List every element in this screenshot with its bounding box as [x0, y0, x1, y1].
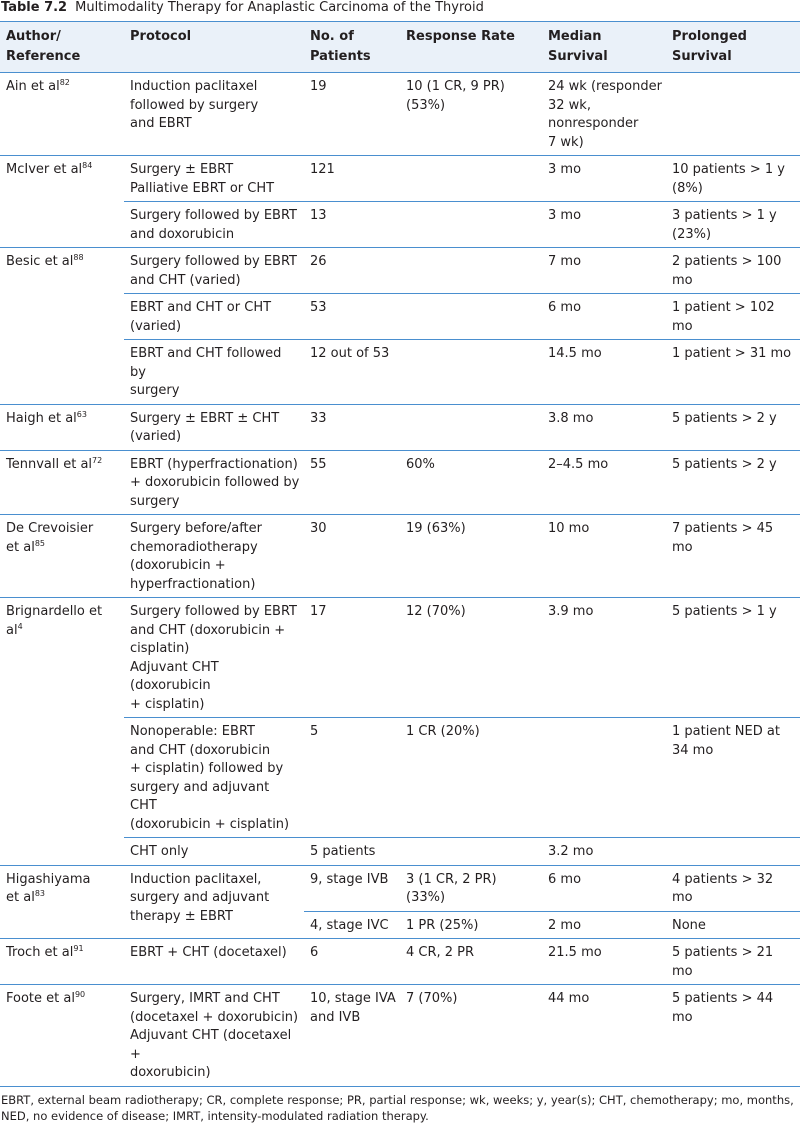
patients-cell: 5 patients	[304, 838, 400, 866]
protocol-cell: Surgery ± EBRT Palliative EBRT or CHT	[124, 156, 304, 202]
prolonged-cell: None	[666, 911, 800, 939]
reference-number: 85	[34, 538, 45, 548]
table-row	[0, 865, 800, 911]
response-cell	[400, 294, 542, 340]
table-label: Table 7.2	[1, 0, 68, 15]
table-title: Multimodality Therapy for Anaplastic Carcinoma of the Thyroid	[75, 0, 484, 15]
response-cell: 3 (1 CR, 2 PR) (33%)	[400, 865, 542, 911]
header-patients-text: No. of Patients	[310, 29, 371, 64]
response-cell: 12 (70%)	[400, 598, 542, 718]
author-name: Haigh et al	[6, 410, 77, 426]
protocol-cell: EBRT and CHT followed by surgery	[124, 340, 304, 405]
protocol-cell: EBRT and CHT or CHT (varied)	[124, 294, 304, 340]
median-cell: 24 wk (responder 32 wk, nonresponder 7 wk)	[542, 73, 666, 156]
author-cell	[0, 939, 124, 985]
median-cell: 44 mo	[542, 985, 666, 1087]
prolonged-cell: 5 patients > 21 mo	[666, 939, 800, 985]
median-cell: 21.5 mo	[542, 939, 666, 985]
author-cell	[0, 985, 124, 1087]
response-cell	[400, 838, 542, 866]
patients-cell: 26	[304, 248, 400, 294]
header-prolonged-text: Prolonged Survival	[672, 29, 747, 64]
header-response-text: Response Rate	[406, 29, 515, 44]
protocol-cell: Surgery followed by EBRT and CHT (doxorubicin + cisplatin) Adjuvant CHT (doxorubicin + cisplatin)	[124, 598, 304, 718]
author-name: McIver et al	[6, 162, 83, 177]
patients-cell: 4, stage IVC	[304, 911, 400, 939]
table-row	[0, 73, 800, 156]
median-cell: 6 mo	[542, 294, 666, 340]
response-cell: 60%	[400, 450, 542, 515]
protocol-cell: Induction paclitaxel followed by surgery and EBRT	[124, 73, 304, 156]
table-row	[0, 156, 800, 202]
response-cell	[400, 340, 542, 405]
protocol-cell: Surgery followed by EBRT and CHT (varied)	[124, 248, 304, 294]
response-cell	[400, 404, 542, 450]
table-caption	[0, 0, 800, 21]
author-cell	[0, 515, 124, 598]
author-name: Besic et al	[6, 254, 74, 269]
patients-cell: 5	[304, 718, 400, 838]
patients-cell: 9, stage IVB	[304, 865, 400, 911]
protocol-cell: Induction paclitaxel, surgery and adjuvant therapy ± EBRT	[124, 865, 304, 939]
table-row	[0, 248, 800, 294]
prolonged-cell: 5 patients > 1 y	[666, 598, 800, 718]
author-name: De Crevoisier et al	[6, 521, 94, 555]
prolonged-cell	[666, 73, 800, 156]
prolonged-cell: 2 patients > 100 mo	[666, 248, 800, 294]
patients-cell: 12 out of 53	[304, 340, 400, 405]
reference-number: 88	[73, 253, 84, 262]
reference-number: 4	[17, 621, 23, 631]
author-cell	[0, 248, 124, 405]
prolonged-cell: 1 patient > 31 mo	[666, 340, 800, 405]
protocol-cell: Surgery ± EBRT ± CHT (varied)	[124, 404, 304, 450]
header-protocol-text: Protocol	[130, 29, 192, 44]
patients-cell: 6	[304, 939, 400, 985]
response-cell: 10 (1 CR, 9 PR) (53%)	[400, 73, 542, 156]
table-row	[0, 939, 800, 985]
table-row	[0, 450, 800, 515]
protocol-cell: Surgery followed by EBRT and doxorubicin	[124, 202, 304, 248]
prolonged-cell: 3 patients > 1 y (23%)	[666, 202, 800, 248]
author-name: Tennvall et al	[6, 456, 93, 472]
therapy-table	[0, 21, 800, 1087]
median-cell	[542, 718, 666, 838]
protocol-cell: EBRT + CHT (docetaxel)	[124, 939, 304, 985]
header-response	[400, 22, 542, 73]
header-median-text: Median Survival	[548, 29, 608, 64]
protocol-cell: Surgery before/after chemoradiotherapy (doxorubicin + hyperfractionation)	[124, 515, 304, 598]
prolonged-cell: 5 patients > 44 mo	[666, 985, 800, 1087]
author-name: Ain et al	[6, 79, 60, 94]
response-cell: 1 PR (25%)	[400, 911, 542, 939]
patients-cell: 10, stage IVA and IVB	[304, 985, 400, 1087]
table-footnote: EBRT, external beam radiotherapy; CR, complete response; PR, partial response; wk, weeks; y, year(s); CHT, chemotherapy; mo, months, NED, no evidence of disease; IMRT, intensity-modulated radiation therapy.	[1, 1092, 794, 1123]
median-cell: 3 mo	[542, 156, 666, 202]
reference-number: 91	[73, 944, 84, 953]
median-cell: 7 mo	[542, 248, 666, 294]
header-row	[0, 22, 800, 73]
prolonged-cell: 4 patients > 32 mo	[666, 865, 800, 911]
header-author	[0, 22, 124, 73]
author-cell	[0, 865, 124, 939]
reference-number: 84	[82, 161, 93, 170]
median-cell: 3.9 mo	[542, 598, 666, 718]
response-cell: 7 (70%)	[400, 985, 542, 1087]
table-body	[0, 73, 800, 1087]
protocol-cell: Surgery, IMRT and CHT (docetaxel + doxorubicin) Adjuvant CHT (docetaxel + doxorubicin)	[124, 985, 304, 1087]
author-cell	[0, 450, 124, 515]
median-cell: 2 mo	[542, 911, 666, 939]
prolonged-cell: 10 patients > 1 y (8%)	[666, 156, 800, 202]
reference-number: 63	[76, 409, 87, 419]
response-cell: 1 CR (20%)	[400, 718, 542, 838]
reference-number: 90	[74, 990, 86, 999]
median-cell: 6 mo	[542, 865, 666, 911]
median-cell: 3.2 mo	[542, 838, 666, 866]
reference-number: 72	[92, 455, 103, 465]
median-cell: 3.8 mo	[542, 404, 666, 450]
header-median	[542, 22, 666, 73]
author-name: Foote et al	[6, 991, 75, 1006]
patients-cell: 33	[304, 404, 400, 450]
response-cell	[400, 248, 542, 294]
prolonged-cell: 1 patient NED at 34 mo	[666, 718, 800, 838]
table-row	[0, 598, 800, 718]
protocol-cell: Nonoperable: EBRT and CHT (doxorubicin + cisplatin) followed by surgery and adjuvant CHT (doxorubicin + cisplatin)	[124, 718, 304, 838]
prolonged-cell: 1 patient > 102 mo	[666, 294, 800, 340]
prolonged-cell: 5 patients > 2 y	[666, 450, 800, 515]
prolonged-cell	[666, 838, 800, 866]
median-cell: 2–4.5 mo	[542, 450, 666, 515]
header-patients	[304, 22, 400, 73]
author-cell	[0, 156, 124, 248]
patients-cell: 13	[304, 202, 400, 248]
reference-number: 83	[34, 889, 45, 898]
patients-cell: 53	[304, 294, 400, 340]
response-cell: 19 (63%)	[400, 515, 542, 598]
patients-cell: 17	[304, 598, 400, 718]
header-author-text: Author/ Reference	[6, 29, 81, 64]
protocol-cell: EBRT (hyperfractionation) + doxorubicin followed by surgery	[124, 450, 304, 515]
author-cell	[0, 404, 124, 450]
response-cell: 4 CR, 2 PR	[400, 939, 542, 985]
prolonged-cell: 7 patients > 45 mo	[666, 515, 800, 598]
author-name: Brignardello et al	[6, 604, 103, 638]
patients-cell: 30	[304, 515, 400, 598]
author-cell	[0, 73, 124, 156]
response-cell	[400, 156, 542, 202]
patients-cell: 55	[304, 450, 400, 515]
patients-cell: 121	[304, 156, 400, 202]
table-row	[0, 404, 800, 450]
patients-cell: 19	[304, 73, 400, 156]
reference-number: 82	[59, 78, 70, 87]
median-cell: 10 mo	[542, 515, 666, 598]
header-prolonged	[666, 22, 800, 73]
author-name: Troch et al	[6, 945, 74, 960]
table-row	[0, 515, 800, 598]
author-cell	[0, 598, 124, 866]
header-protocol	[124, 22, 304, 73]
prolonged-cell: 5 patients > 2 y	[666, 404, 800, 450]
median-cell: 14.5 mo	[542, 340, 666, 405]
response-cell	[400, 202, 542, 248]
author-name: Higashiyama et al	[6, 871, 91, 905]
median-cell: 3 mo	[542, 202, 666, 248]
table-row	[0, 985, 800, 1087]
protocol-cell: CHT only	[124, 838, 304, 866]
